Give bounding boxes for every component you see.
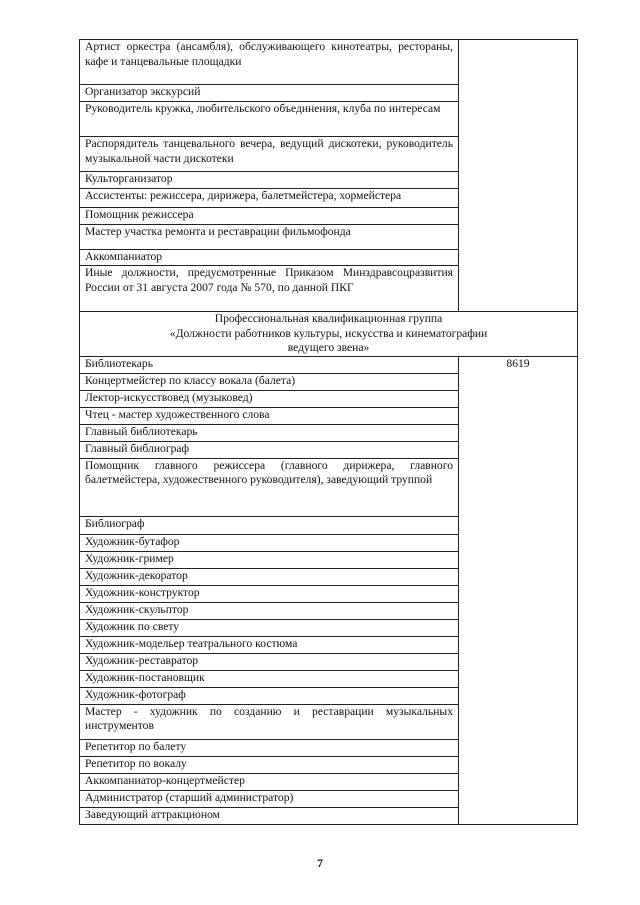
position-cell: Художник-реставратор: [80, 653, 459, 670]
qualification-group-header: [80, 312, 578, 357]
position-cell: Администратор (старший администратор): [80, 790, 459, 807]
table-row: [80, 40, 578, 85]
position-cell: Репетитор по балету: [80, 739, 459, 756]
group-header-line: «Должности работников культуры, искусства и кинематографии: [169, 326, 488, 340]
group-header-line: Профессиональная квалификационная группа: [214, 312, 443, 325]
table-row: [80, 356, 578, 373]
position-cell: Чтец - мастер художественного слова: [80, 407, 459, 424]
position-cell: Художник-скульптор: [80, 602, 459, 619]
position-cell: Аккомпаниатор: [80, 250, 459, 266]
position-cell: Художник-декоратор: [80, 568, 459, 585]
position-cell: Мастер - художник по созданию и реставрации музыкальных инструментов: [80, 704, 459, 739]
position-cell: Концертмейстер по классу вокала (балета): [80, 373, 459, 390]
position-cell: Художник-бутафор: [80, 534, 459, 551]
position-cell: Лектор-искусствовед (музыковед): [80, 390, 459, 407]
position-cell: Художник-постановщик: [80, 670, 459, 687]
position-cell: Библиотекарь: [80, 356, 459, 373]
salary-cell: 8619: [459, 356, 578, 824]
group-header-row: [80, 312, 578, 357]
position-cell: Художник по свету: [80, 619, 459, 636]
position-cell: Мастер участка ремонта и реставрации фильмофонда: [80, 225, 459, 250]
position-cell: Помощник главного режиссера (главного дирижера, главного балетмейстера, художественного руководителя), заведующий труппой: [80, 458, 459, 516]
position-cell: Главный библиограф: [80, 441, 459, 458]
position-cell: Художник-модельер театрального костюма: [80, 636, 459, 653]
position-cell: Репетитор по вокалу: [80, 756, 459, 773]
position-cell: Иные должности, предусмотренные Приказом Минздравсоцразвития России от 31 августа 2007 года № 570, по данной ПКГ: [80, 266, 459, 312]
salary-cell-empty: [459, 40, 578, 312]
positions-table: [79, 39, 578, 825]
position-cell: Помощник режиссера: [80, 208, 459, 225]
position-cell: Библиограф: [80, 516, 459, 534]
position-cell: Ассистенты: режиссера, дирижера, балетмейстера, хормейстера: [80, 189, 459, 208]
position-cell: Культорганизатор: [80, 172, 459, 189]
position-cell: Руководитель кружка, любительского объединения, клуба по интересам: [80, 102, 459, 137]
position-cell: Распорядитель танцевального вечера, ведущий дискотеки, руководитель музыкальной части дискотеки: [80, 137, 459, 172]
position-cell: Художник-гример: [80, 551, 459, 568]
page-number: 7: [317, 856, 323, 870]
position-cell: Заведующий аттракционом: [80, 807, 459, 824]
position-cell: Аккомпаниатор-концертмейстер: [80, 773, 459, 790]
position-cell: Главный библиотекарь: [80, 424, 459, 441]
position-cell: Организатор экскурсий: [80, 85, 459, 102]
position-cell: Художник-фотограф: [80, 687, 459, 704]
position-cell: Артист оркестра (ансамбля), обслуживающего кинотеатры, рестораны, кафе и танцевальные площадки: [80, 40, 459, 85]
position-cell: Художник-конструктор: [80, 585, 459, 602]
group-header-line: ведущего звена»: [287, 341, 370, 354]
